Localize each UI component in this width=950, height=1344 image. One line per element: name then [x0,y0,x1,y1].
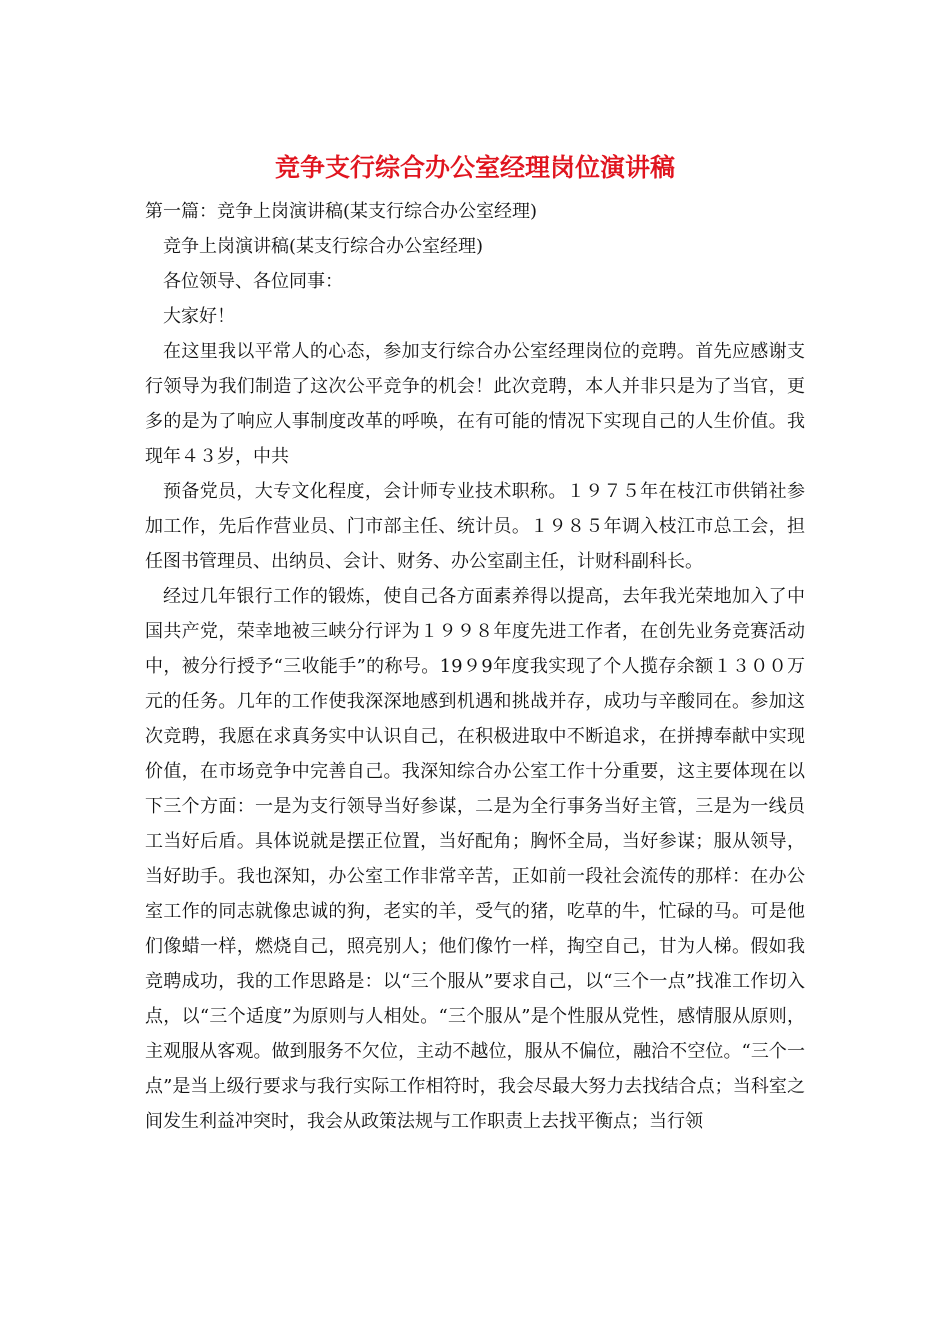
paragraph: 预备党员，大专文化程度，会计师专业技术职称。１９７５年在枝江市供销社参加工作，先后作营业员、门市部主任、统计员。１９８５年调入枝江市总工会，担任图书管理员、出纳员、会计、财务、办公室副主任，计财科副科长。 [145,481,805,572]
paragraph: 大家好！ [163,306,235,327]
paragraph: 在这里我以平常人的心态，参加支行综合办公室经理岗位的竞聘。首先应感谢支行领导为我们制造了这次公平竞争的机会！此次竞聘，本人并非只是为了当官，更多的是为了响应人事制度改革的呼唤，在有可能的情况下实现自己的人生价值。我现年４３岁，中共 [145,341,805,467]
document-body [145,194,805,1139]
document-title: 竞争支行综合办公室经理岗位演讲稿 [274,153,675,182]
paragraph: 竞争上岗演讲稿(某支行综合办公室经理) [163,236,484,257]
paragraph: 第一篇：竞争上岗演讲稿(某支行综合办公室经理) [145,201,538,222]
paragraph: 各位领导、各位同事： [163,271,343,292]
paragraph: 经过几年银行工作的锻炼，使自己各方面素养得以提高，去年我光荣地加入了中国共产党，荣幸地被三峡分行评为１９９８年度先进工作者，在创先业务竞赛活动中，被分行授予“三收能手”的称号。19９9年度我实现了个人揽存余额１３００万元的任务。几年的工作使我深深地感到机遇和挑战并存，成功与辛酸同在。参加这次竞聘，我愿在求真务实中认识自己，在积极进取中不断追求，在拼搏奉献中实现价值，在市场竞争中完善自己。我深知综合办公室工作十分重要，这主要体现在以下三个方面：一是为支行领导当好参谋，二是为全行事务当好主管，三是为一线员工当好后盾。具体说就是摆正位置，当好配角；胸怀全局，当好参谋；服从领导，当好助手。我也深知，办公室工作非常辛苦，正如前一段社会流传的那样：在办公室工作的同志就像忠诚的狗，老实的羊，受气的猪，吃草的牛，忙碌的马。可是他们像蜡一样，燃烧自己，照亮别人；他们像竹一样，掏空自己，甘为人梯。假如我竞聘成功，我的工作思路是：以“三个服从”要求自己，以“三个一点”找准工作切入点，以“三个适度”为原则与人相处。“三个服从”是个性服从党性，感情服从原则，主观服从客观。做到服务不欠位，主动不越位，服从不偏位，融洽不空位。“三个一点”是当上级行要求与我行实际工作相符时，我会尽最大努力去找结合点；当科室之间发生利益冲突时，我会从政策法规与工作职责上去找平衡点；当行领 [145,586,805,1132]
